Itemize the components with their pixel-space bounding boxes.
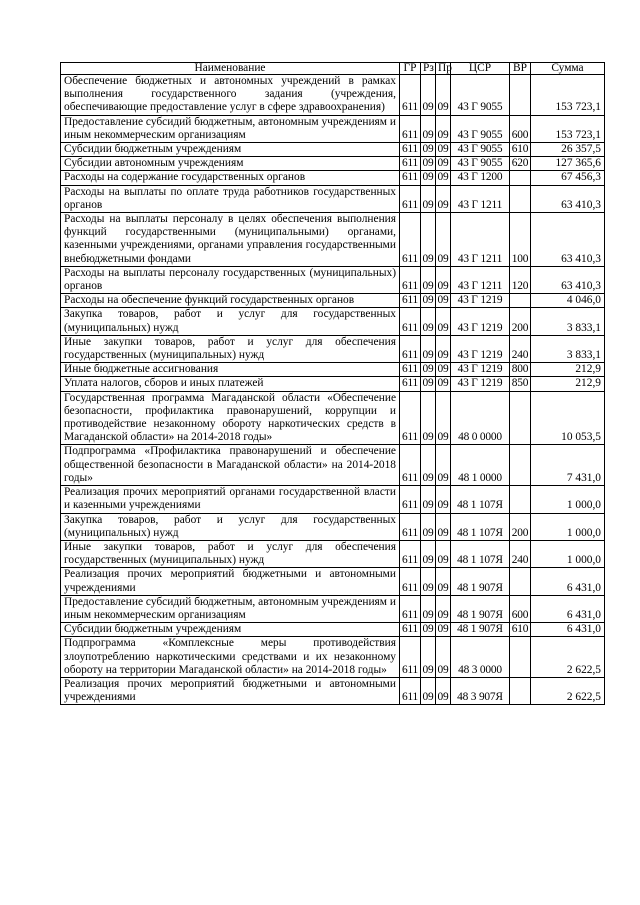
cell-gr: 611: [400, 266, 421, 293]
cell-pr: 09: [436, 445, 451, 486]
cell-sum: 153 723,1: [531, 75, 605, 116]
cell-rz: 09: [422, 377, 434, 390]
cell-pr: 09: [437, 623, 449, 636]
cell-pr: 09: [436, 486, 451, 513]
cell-sum: 3 833,1: [531, 335, 605, 362]
cell-pr: 09: [437, 363, 449, 376]
cell-sum: 7 431,0: [531, 445, 605, 486]
cell-pr: 09: [436, 266, 451, 293]
cell-name: Расходы на выплаты по оплате труда работников государственных органов: [61, 185, 400, 212]
cell-sum: 1 000,0: [531, 513, 605, 540]
cell-gr: 611: [400, 540, 421, 567]
cell-csr: 48 1 0000: [451, 445, 510, 486]
cell-csr: 48 1 907Я: [451, 623, 510, 637]
cell-csr: 43 Г 1219: [451, 377, 510, 391]
cell-gr: 611: [400, 171, 421, 185]
cell-name: Закупка товаров, работ и услуг для государственных (муниципальных) нужд: [61, 308, 400, 335]
cell-pr: 09: [436, 677, 451, 704]
cell-csr: 48 3 0000: [451, 637, 510, 678]
table-row: [61, 623, 605, 637]
cell-vr: [510, 185, 531, 212]
table-row: [61, 377, 605, 391]
header-csr: ЦСР: [451, 63, 510, 75]
cell-gr: 611: [400, 445, 421, 486]
cell-pr: 09: [437, 377, 449, 390]
table-row: [61, 540, 605, 567]
table-row: [61, 391, 605, 445]
cell-sum: 63 410,3: [531, 213, 605, 267]
cell-csr: 43 Г 1219: [451, 335, 510, 362]
cell-rz: 09: [421, 568, 436, 595]
table-row: [61, 677, 605, 704]
cell-vr: [510, 637, 531, 678]
cell-vr: 200: [510, 513, 531, 540]
cell-name: Закупка товаров, работ и услуг для государственных (муниципальных) нужд: [61, 513, 400, 540]
cell-rz: 09: [421, 308, 436, 335]
cell-pr: 09: [437, 294, 449, 307]
table-row: [61, 157, 605, 171]
cell-csr: 48 1 107Я: [451, 513, 510, 540]
cell-name: Расходы на выплаты персоналу государственных (муниципальных) органов: [61, 266, 400, 293]
cell-pr: 09: [437, 171, 449, 184]
table-row: [61, 335, 605, 362]
cell-gr: 611: [400, 308, 421, 335]
cell-vr: [510, 445, 531, 486]
cell-pr: 09: [436, 513, 451, 540]
cell-rz: 09: [421, 637, 436, 678]
cell-gr: 611: [400, 677, 421, 704]
cell-name: Обеспечение бюджетных и автономных учреждений в рамках выполнения государственного задания (учреждения, обеспечивающие предоставление услуг в сфере здравоохранения): [61, 75, 400, 116]
cell-gr: 611: [400, 75, 421, 116]
cell-gr: 611: [400, 294, 421, 308]
cell-name: Субсидии бюджетным учреждениям: [61, 623, 400, 637]
cell-csr: 43 Г 9055: [451, 143, 510, 157]
cell-rz: 09: [421, 595, 436, 622]
table-row: [61, 595, 605, 622]
header-sum: Сумма: [531, 63, 605, 75]
table-row: [61, 568, 605, 595]
cell-name: Подпрограмма «Комплексные меры противодействия злоупотреблению наркотическими средствами и их незаконному обороту на территории Магаданской области» на 2014-2018 годы»: [61, 637, 400, 678]
cell-rz: 09: [421, 213, 436, 267]
cell-name: Предоставление субсидий бюджетным, автономным учреждениям и иным некоммерческим организациям: [61, 115, 400, 142]
cell-sum: 63 410,3: [531, 266, 605, 293]
cell-vr: 850: [510, 377, 531, 391]
cell-sum: 26 357,5: [531, 143, 605, 157]
cell-vr: 200: [510, 308, 531, 335]
cell-rz: 09: [421, 513, 436, 540]
cell-vr: [510, 294, 531, 308]
cell-csr: 43 Г 1211: [451, 266, 510, 293]
cell-vr: 600: [510, 115, 531, 142]
header-pr: Пр: [436, 63, 451, 75]
cell-csr: 43 Г 1211: [451, 185, 510, 212]
cell-gr: 611: [400, 391, 421, 445]
cell-csr: 43 Г 9055: [451, 115, 510, 142]
cell-pr: 09: [436, 75, 451, 116]
cell-csr: 48 3 907Я: [451, 677, 510, 704]
cell-sum: 10 053,5: [531, 391, 605, 445]
cell-rz: 09: [421, 540, 436, 567]
cell-name: Реализация прочих мероприятий органами государственной власти и казенными учреждениями: [61, 486, 400, 513]
cell-vr: [510, 391, 531, 445]
cell-gr: 611: [400, 595, 421, 622]
cell-vr: 240: [510, 540, 531, 567]
cell-gr: 611: [400, 513, 421, 540]
cell-rz: 09: [422, 171, 434, 184]
cell-gr: 611: [400, 213, 421, 267]
cell-sum: 6 431,0: [531, 568, 605, 595]
cell-pr: 09: [436, 568, 451, 595]
cell-pr: 09: [436, 213, 451, 267]
cell-csr: 48 1 107Я: [451, 540, 510, 567]
cell-sum: 63 410,3: [531, 185, 605, 212]
cell-rz: 09: [421, 335, 436, 362]
cell-vr: [510, 568, 531, 595]
cell-vr: 240: [510, 335, 531, 362]
cell-gr: 611: [400, 377, 421, 391]
cell-pr: 09: [436, 115, 451, 142]
cell-pr: 09: [436, 185, 451, 212]
cell-name: Расходы на содержание государственных органов: [61, 171, 400, 185]
cell-rz: 09: [421, 75, 436, 116]
cell-sum: 6 431,0: [531, 623, 605, 637]
table-row: [61, 185, 605, 212]
cell-sum: 1 000,0: [531, 486, 605, 513]
cell-vr: 120: [510, 266, 531, 293]
cell-rz: 09: [421, 677, 436, 704]
budget-document: [60, 62, 605, 705]
table-row: [61, 637, 605, 678]
cell-sum: 1 000,0: [531, 540, 605, 567]
cell-rz: 09: [422, 623, 434, 636]
cell-vr: [510, 486, 531, 513]
cell-gr: 611: [400, 143, 421, 157]
cell-sum: 212,9: [531, 377, 605, 391]
header-name: Наименование: [61, 63, 400, 75]
cell-csr: 48 1 907Я: [451, 595, 510, 622]
cell-sum: 127 365,6: [531, 157, 605, 171]
header-gr: ГР: [400, 63, 421, 75]
table-row: [61, 308, 605, 335]
cell-pr: 09: [436, 540, 451, 567]
cell-name: Субсидии бюджетным учреждениям: [61, 143, 400, 157]
cell-csr: 43 Г 1219: [451, 363, 510, 377]
cell-gr: 611: [400, 486, 421, 513]
cell-rz: 09: [421, 115, 436, 142]
cell-gr: 611: [400, 185, 421, 212]
cell-name: Реализация прочих мероприятий бюджетными и автономными учреждениями: [61, 677, 400, 704]
cell-pr: 09: [436, 595, 451, 622]
cell-name: Иные закупки товаров, работ и услуг для обеспечения государственных (муниципальных) нужд: [61, 335, 400, 362]
cell-gr: 611: [400, 363, 421, 377]
cell-name: Реализация прочих мероприятий бюджетными и автономными учреждениями: [61, 568, 400, 595]
cell-vr: [510, 677, 531, 704]
cell-vr: [510, 75, 531, 116]
cell-csr: 43 Г 1200: [451, 171, 510, 185]
cell-sum: 6 431,0: [531, 595, 605, 622]
cell-pr: 09: [437, 143, 449, 156]
cell-sum: 4 046,0: [531, 294, 605, 308]
cell-sum: 2 622,5: [531, 637, 605, 678]
table-row: [61, 363, 605, 377]
cell-pr: 09: [436, 637, 451, 678]
cell-name: Расходы на обеспечение функций государственных органов: [61, 294, 400, 308]
cell-sum: 67 456,3: [531, 171, 605, 185]
cell-name: Уплата налогов, сборов и иных платежей: [61, 377, 400, 391]
budget-table: [60, 62, 605, 705]
table-body: [61, 75, 605, 705]
header-rz: Рз: [421, 63, 436, 75]
cell-csr: 48 0 0000: [451, 391, 510, 445]
cell-rz: 09: [422, 143, 434, 156]
cell-gr: 611: [400, 115, 421, 142]
cell-csr: 48 1 107Я: [451, 486, 510, 513]
cell-vr: [510, 171, 531, 185]
cell-rz: 09: [422, 294, 434, 307]
cell-gr: 611: [400, 335, 421, 362]
cell-vr: 600: [510, 595, 531, 622]
cell-vr: 610: [510, 143, 531, 157]
cell-name: Иные закупки товаров, работ и услуг для обеспечения государственных (муниципальных) нужд: [61, 540, 400, 567]
cell-gr: 611: [400, 637, 421, 678]
table-header-row: [61, 63, 605, 75]
cell-name: Расходы на выплаты персоналу в целях обеспечения выполнения функций государственными (муниципальными) органами, казенными учреждениями, органами управления государственными внебюджетными фондами: [61, 213, 400, 267]
cell-name: Иные бюджетные ассигнования: [61, 363, 400, 377]
cell-name: Предоставление субсидий бюджетным, автономным учреждениям и иным некоммерческим организациям: [61, 595, 400, 622]
cell-rz: 09: [421, 391, 436, 445]
cell-pr: 09: [436, 391, 451, 445]
cell-gr: 611: [400, 157, 421, 171]
cell-csr: 43 Г 9055: [451, 75, 510, 116]
cell-pr: 09: [437, 157, 449, 170]
cell-csr: 43 Г 1219: [451, 294, 510, 308]
cell-csr: 48 1 907Я: [451, 568, 510, 595]
table-row: [61, 294, 605, 308]
table-row: [61, 213, 605, 267]
cell-rz: 09: [422, 363, 434, 376]
table-row: [61, 115, 605, 142]
cell-name: Государственная программа Магаданской области «Обеспечение безопасности, профилактика правонарушений, коррупции и противодействие незаконному обороту наркотических средств в Магаданской области» на 2014-2018 годы»: [61, 391, 400, 445]
cell-rz: 09: [421, 266, 436, 293]
cell-csr: 43 Г 1211: [451, 213, 510, 267]
cell-sum: 3 833,1: [531, 308, 605, 335]
table-row: [61, 445, 605, 486]
cell-sum: 153 723,1: [531, 115, 605, 142]
table-row: [61, 171, 605, 185]
cell-rz: 09: [422, 157, 434, 170]
cell-name: Субсидии автономным учреждениям: [61, 157, 400, 171]
table-row: [61, 513, 605, 540]
cell-csr: 43 Г 1219: [451, 308, 510, 335]
table-row: [61, 486, 605, 513]
cell-vr: 100: [510, 213, 531, 267]
cell-sum: 2 622,5: [531, 677, 605, 704]
table-row: [61, 143, 605, 157]
header-vr: ВР: [510, 63, 531, 75]
cell-rz: 09: [421, 445, 436, 486]
cell-rz: 09: [421, 185, 436, 212]
cell-sum: 212,9: [531, 363, 605, 377]
cell-rz: 09: [421, 486, 436, 513]
table-row: [61, 75, 605, 116]
cell-gr: 611: [400, 623, 421, 637]
cell-name: Подпрограмма «Профилактика правонарушений и обеспечение общественной безопасности в Магаданской области» на 2014-2018 годы»: [61, 445, 400, 486]
table-row: [61, 266, 605, 293]
cell-vr: 620: [510, 157, 531, 171]
cell-csr: 43 Г 9055: [451, 157, 510, 171]
cell-vr: 610: [510, 623, 531, 637]
cell-vr: 800: [510, 363, 531, 377]
cell-pr: 09: [436, 308, 451, 335]
cell-pr: 09: [436, 335, 451, 362]
cell-gr: 611: [400, 568, 421, 595]
